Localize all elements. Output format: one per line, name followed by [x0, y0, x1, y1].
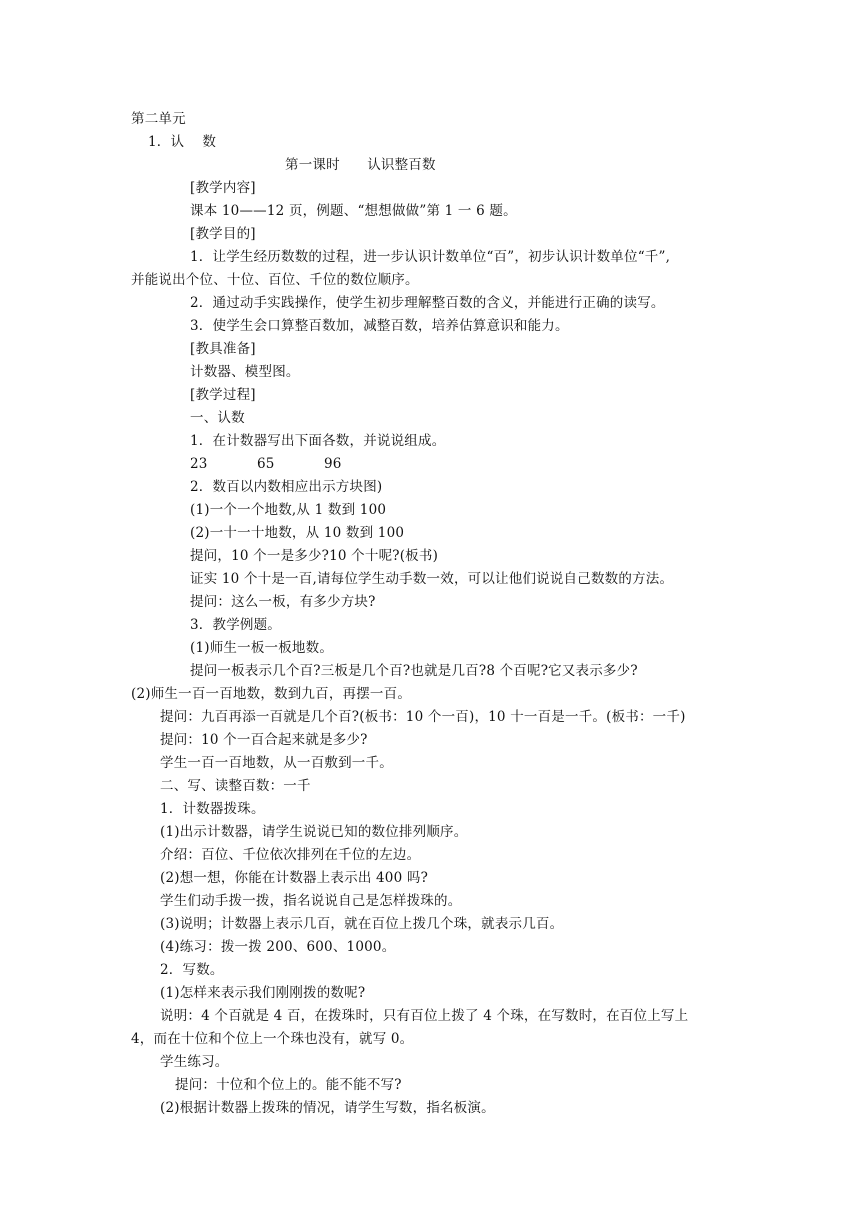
tools-text: 计数器、模型图。 [190, 364, 300, 380]
p1-question-2: 提问：这么一板，有多少方块? [190, 594, 376, 610]
p2-step-2: 2．写数。 [160, 962, 224, 978]
p1-question-3: 提问一板表示几个百?三板是几个百?也就是几百?8 个百呢?它又表示多少? [190, 663, 638, 679]
content-heading: [教学内容] [190, 180, 256, 196]
p2-explain-line-2: 4，而在十位和个位上一个珠也没有，就写 0。 [131, 1031, 414, 1047]
process-heading: [教学过程] [190, 387, 256, 403]
lesson-title: 第一课时 认识整百数 [285, 157, 436, 173]
p2-intro: 介绍：百位、千位依次排列在千位的左边。 [160, 847, 421, 863]
p1-step-2: 2．数百以内数相应出示方块图) [190, 479, 383, 495]
p2-step-2-b: (2)根据计数器上拨珠的情况，请学生写数，指名板演。 [160, 1100, 495, 1116]
p2-step-2-a: (1)怎样来表示我们刚刚拨的数呢? [160, 985, 366, 1001]
goals-heading: [教学目的] [190, 226, 256, 242]
p1-students: 学生一百一百地数，从一百敷到一千。 [160, 755, 393, 771]
goal-1-line-1: 1．让学生经历数数的过程，进一步认识计数单位“百”，初步认识计数单位“千”, [190, 249, 671, 265]
p1-step-2-a: (1)一个一个地数,从 1 数到 100 [190, 502, 387, 518]
content-text: 课本 10——12 页，例题、“想想做做”第 1 一 6 题。 [190, 203, 517, 219]
p1-step-3-b: (2)师生一百一百地数，数到九百，再摆一百。 [131, 686, 412, 702]
part-2-heading: 二、写、读整百数：一千 [160, 778, 311, 794]
p2-step-1: 1．计数器拨珠。 [160, 801, 265, 817]
p1-step-3: 3．教学例题。 [190, 617, 281, 633]
p1-step-1: 1．在计数器写出下面各数，并说说组成。 [190, 433, 446, 449]
p2-hands-on: 学生们动手拨一拨，指名说说自己是怎样拨珠的。 [160, 893, 462, 909]
p2-step-1-a: (1)出示计数器，请学生说说已知的数位排列顺序。 [160, 824, 468, 840]
part-1-heading: 一、认数 [190, 410, 245, 426]
p1-numbers-row [190, 455, 342, 473]
p1-step-2-b: (2)一十一十地数，从 10 数到 100 [190, 525, 405, 541]
number-item: 65 [257, 456, 275, 472]
p2-question: 提问：十位和个位上的。能不能不写? [175, 1077, 402, 1093]
p1-question-1: 提问，10 个一是多少?10 个十呢?(板书) [190, 548, 439, 564]
p2-step-1-d: (4)练习：拨一拨 200、600、1000。 [160, 939, 396, 955]
goal-2: 2．通过动手实践操作，使学生初步理解整百数的含义，并能进行正确的读写。 [190, 295, 665, 311]
p2-step-1-b: (2)想一想，你能在计数器上表示出 400 吗? [160, 870, 429, 886]
number-item: 23 [190, 456, 208, 472]
tools-heading: [教具准备] [190, 341, 256, 357]
goal-3: 3．使学生会口算整百数加，减整百数，培养估算意识和能力。 [190, 318, 569, 334]
p2-explain-line-1: 说明：4 个百就是 4 百，在拨珠时，只有百位上拨了 4 个珠，在写数时，在百位上写上 [160, 1008, 689, 1024]
p2-step-1-c: (3)说明；计数器上表示几百，就在百位上拨几个珠，就表示几百。 [160, 916, 564, 932]
p1-question-4: 提问：九百再添一百就是几个百?(板书：10 个一百)，10 十一百是一千。(板书：一千) [160, 709, 686, 725]
p1-step-3-a: (1)师生一板一板地数。 [190, 640, 334, 656]
p1-verify: 证实 10 个十是一百,请每位学生动手数一效，可以让他们说说自己数数的方法。 [190, 571, 674, 587]
p1-question-5: 提问：10 个一百合起来就是多少? [160, 732, 368, 748]
number-item: 96 [324, 456, 342, 472]
section-title: 1．认 数 [148, 134, 217, 150]
p2-practice: 学生练习。 [160, 1054, 229, 1070]
goal-1-line-2: 并能说出个位、十位、百位、千位的数位顺序。 [131, 272, 419, 288]
unit-title: 第二单元 [131, 111, 186, 127]
